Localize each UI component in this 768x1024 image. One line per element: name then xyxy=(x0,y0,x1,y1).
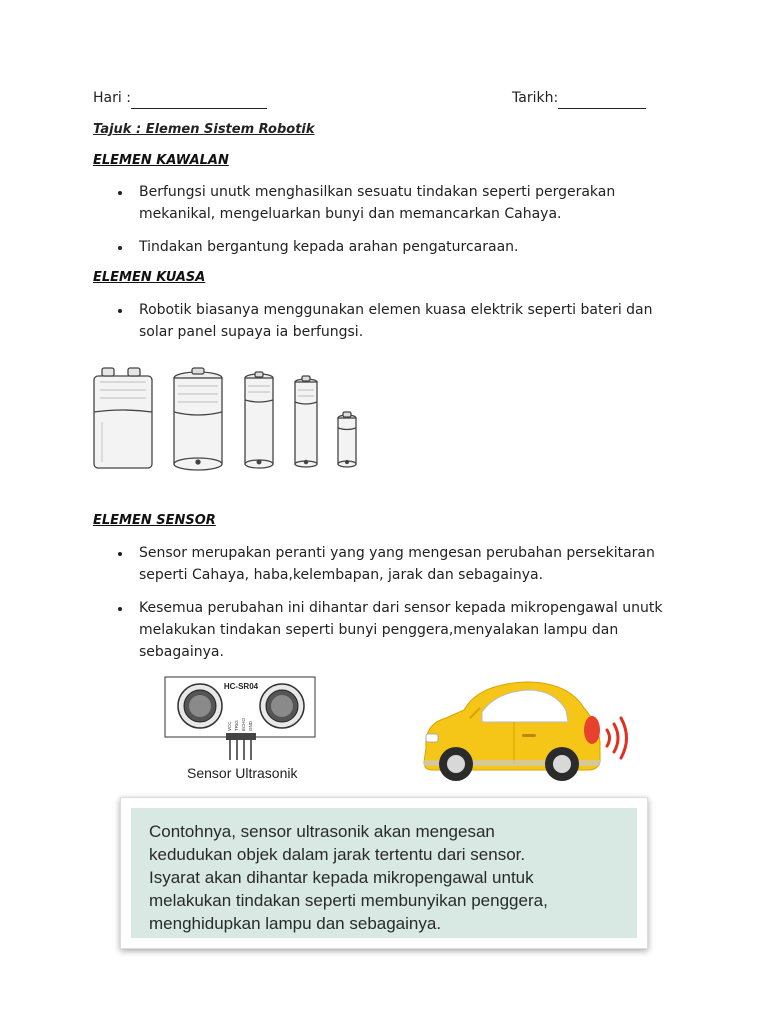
example-line: Contohnya, sensor ultrasonik akan mengesan xyxy=(149,822,495,841)
heading-elemen-sensor: ELEMEN SENSOR xyxy=(93,513,216,528)
text-line: mekanikal, mengeluarkan bunyi dan memancarkan Cahaya. xyxy=(139,206,562,222)
text-line: melakukan tindakan seperti bunyi penggera,menyalakan lampu dan xyxy=(139,622,619,638)
battery-9v-icon xyxy=(94,368,152,468)
tarikh-label: Tarikh: xyxy=(512,90,559,106)
car-illustration xyxy=(418,678,633,786)
bullet-point xyxy=(118,309,122,313)
tarikh-field xyxy=(512,87,646,109)
tarikh-blank-line xyxy=(558,94,646,109)
text-line: solar panel supaya ia berfungsi. xyxy=(139,324,364,340)
example-line: kedudukan objek dalam jarak tertentu dari sensor. xyxy=(149,845,526,864)
text-line: Berfungsi unutk menghasilkan sesuatu tindakan seperti pergerakan xyxy=(139,184,616,200)
hari-field xyxy=(93,87,267,109)
pin-label: GND xyxy=(248,721,253,731)
example-box xyxy=(120,797,648,949)
text-line: Robotik biasanya menggunakan elemen kuasa elektrik seperti bateri dan xyxy=(139,302,653,318)
example-line: melakukan tindakan seperti membunyikan penggera, xyxy=(149,891,548,910)
kawalan-bullet-2 xyxy=(139,236,679,258)
bullet-point xyxy=(118,246,122,250)
hari-label: Hari : xyxy=(93,90,131,106)
bullet-point xyxy=(118,552,122,556)
battery-aaa-icon xyxy=(295,376,317,467)
kawalan-bullet-1 xyxy=(139,181,679,225)
text-line: Sensor merupakan peranti yang yang mengesan perubahan persekitaran xyxy=(139,545,655,561)
text-line: Kesemua perubahan ini dihantar dari sensor kepada mikropengawal unutk xyxy=(139,600,663,616)
pin-label: ECHO xyxy=(241,717,246,731)
example-line: menghidupkan lampu dan sebagainya. xyxy=(149,914,442,933)
example-box-content xyxy=(131,808,637,938)
sensor-caption: Sensor Ultrasonik xyxy=(187,765,298,781)
battery-n-icon xyxy=(338,412,356,467)
car-icon xyxy=(424,682,600,781)
bullet-point xyxy=(118,607,122,611)
example-line: Isyarat akan dihantar kepada mikropengawal untuk xyxy=(149,868,534,887)
bullet-point xyxy=(118,191,122,195)
sensor-bullet-2 xyxy=(139,597,679,663)
kuasa-bullet-1 xyxy=(139,299,679,343)
text-line: sebagainya. xyxy=(139,644,224,660)
text-line: Tindakan bergantung kepada arahan pengaturcaraan. xyxy=(139,239,519,255)
page-title: Tajuk : Elemen Sistem Robotik xyxy=(93,122,315,137)
ultrasonic-sensor-icon xyxy=(164,676,319,764)
batteries-illustration xyxy=(88,362,368,474)
heading-elemen-kuasa: ELEMEN KUASA xyxy=(93,270,206,285)
battery-d-icon xyxy=(174,368,222,470)
sensor-bullet-1 xyxy=(139,542,679,586)
pin-label: TRIG xyxy=(234,720,239,731)
battery-aa-icon xyxy=(245,372,273,468)
text-line: seperti Cahaya, haba,kelembapan, jarak dan sebagainya. xyxy=(139,567,544,583)
hari-blank-line xyxy=(131,94,267,109)
heading-elemen-kawalan: ELEMEN KAWALAN xyxy=(93,153,229,168)
pin-label: VCC xyxy=(227,721,232,731)
sensor-module-label: HC-SR04 xyxy=(223,682,259,691)
sound-wave-icon xyxy=(607,718,627,758)
